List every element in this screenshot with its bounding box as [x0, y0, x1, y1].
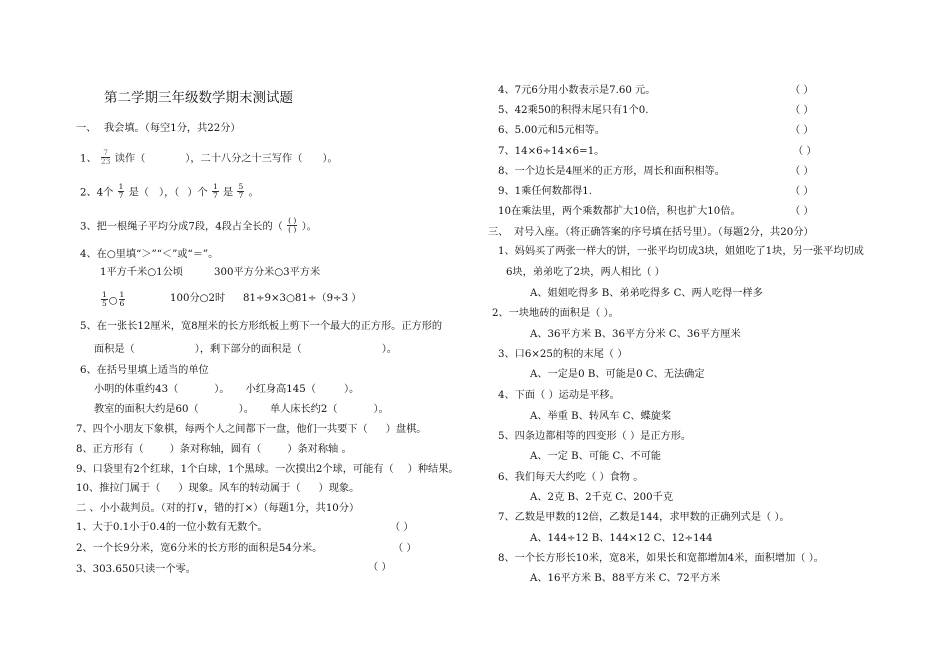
choice-question-2: 2、一块地砖的面积是（ ）。 [492, 308, 619, 319]
answer-paren[interactable]: （ ） [793, 146, 817, 157]
section-1-title: 我会填。（每空1分，共22分） [104, 123, 241, 134]
answer-paren[interactable]: （ ） [790, 125, 814, 136]
judge-question-3: 3、303.650只读一个零。 [76, 564, 196, 575]
choice-question-6-options[interactable]: A、2克 B、2千克 C、200千克 [530, 492, 674, 503]
answer-paren[interactable]: （ ） [790, 105, 814, 116]
choice-question-6: 6、我们每天大约吃（ ）食物 。 [498, 472, 644, 483]
judge-question-4: 4、7元6分用小数表示是7.60 元。 [498, 85, 656, 96]
judge-question-1: 1、大于0.1小于0.4的一位小数有无数个。 [76, 522, 268, 533]
section-1-number: 一、 [76, 123, 97, 134]
answer-paren[interactable]: （ ） [393, 543, 417, 554]
question-7: 7、四个小朋友下象棋，每两个人之间都下一盘，他们一共要下（ ）盘棋。 [76, 424, 427, 435]
choice-question-4-options[interactable]: A、举重 B、转风车 C、蝶旋桨 [530, 411, 672, 422]
choice-question-1-line-1: 1、妈妈买了两张一样大的饼，一张平均切成3块，姐姐吃了1块，另一张平均切成 [498, 246, 864, 257]
question-4-row-2b: 100分○2时 [170, 293, 226, 304]
question-2: 2、4个 $\frac{1}{7}$ 是（ ），（ ）个 $\frac{1}{7}$ 是 $\frac{5}{7}$ 。 [80, 182, 259, 200]
choice-question-8: 8、一个长方形长10米，宽8米，如果长和宽都增加4米，面积增加（ ）。 [498, 553, 824, 564]
question-8: 8、正方形有（ ）条对称轴，圆有（ ）条对称轴 。 [76, 444, 352, 455]
judge-question-9: 9、1乘任何数都得1. [498, 186, 592, 197]
judge-question-7: 7、14×6÷14×6=1。 [498, 146, 605, 157]
question-6-row-1: 小明的体重约43（ ）。 小红身高145（ ）。 [94, 384, 360, 395]
question-5-line-1: 5、在一张长12厘米，宽8厘米的长方形纸板上剪下一个最大的正方形。正方形的 [80, 321, 443, 332]
fraction: $\frac{1}{6}$ [119, 290, 125, 308]
fraction: $\frac{5}{7}$ [238, 182, 244, 200]
judge-question-5: 5、42乘50的积得末尾只有1个0. [498, 105, 649, 116]
question-6: 6、在括号里填上适当的单位 [80, 365, 209, 376]
answer-paren[interactable]: （ ） [390, 522, 414, 533]
fraction: $\frac{1}{7}$ [118, 182, 124, 200]
judge-question-8: 8、一个边长是4厘米的正方形，周长和面积相等。 [498, 166, 725, 177]
question-5-line-2: 面积是（ ），剩下部分的面积是（ ）。 [94, 344, 397, 355]
question-9: 9、口袋里有2个红球，1个白球，1个黑球。一次摸出2个球，可能有（ ）种结果。 [76, 464, 459, 475]
answer-paren[interactable]: （ ） [790, 85, 814, 96]
judge-question-10: 10在乘法里，两个乘数都扩大10倍，积也扩大10倍。 [498, 206, 741, 217]
fraction: $\frac{1}{5}$ [102, 290, 107, 308]
choice-question-1-line-2: 6块，弟弟吃了2块，两人相比（ ） [506, 267, 665, 278]
answer-paren[interactable]: （ ） [368, 562, 392, 573]
section-2-title: 二 、小小裁判员。（对的打∨，错的打×）（每题1分，共10分） [76, 503, 360, 514]
fraction: $\frac{( )}{( )}$ [288, 216, 297, 234]
choice-question-1-options[interactable]: A、姐姐吃得多 B、弟弟吃得多 C、两人吃得一样多 [530, 288, 763, 299]
question-1: 1、 $\frac{7}{23}$ 读作（ ），二十八分之十三写作（ ）。 [80, 148, 338, 166]
fraction: $\frac{1}{7}$ [213, 182, 218, 200]
choice-question-5: 5、四条边都相等的四变形（ ）是正方形。 [498, 431, 692, 442]
section-3-number: 三、 [488, 227, 509, 238]
question-3: 3、把一根绳子平均分成7段，4段占全长的（ $\frac{( )}{( )}$ ）。 [80, 216, 317, 234]
choice-question-5-options[interactable]: A、一定 B、可能 C、不可能 [530, 451, 661, 462]
answer-paren[interactable]: （ ） [790, 186, 814, 197]
question-6-row-2: 教室的面积大约是60（ ）。 单人床长约2（ ）。 [94, 404, 389, 415]
answer-paren[interactable]: （ ） [790, 166, 814, 177]
choice-question-7-options[interactable]: A、144÷12 B、144×12 C、12÷144 [530, 533, 713, 544]
choice-question-7: 7、乙数是甲数的12倍，乙数是144，求甲数的正确列式是（ ）。 [498, 512, 790, 523]
question-10: 10、推拉门属于（ ）现象。风车的转动属于（ ）现象。 [76, 483, 360, 494]
exam-title: 第二学期三年级数学期末测试题 [104, 90, 293, 106]
answer-paren[interactable]: （ ） [790, 206, 814, 217]
choice-question-8-options[interactable]: A、16平方米 B、88平方米 C、72平方米 [530, 573, 721, 584]
section-3-title: 对号入座。（将正确答案的序号填在括号里）。（每题2分，共20分） [514, 227, 814, 238]
choice-question-2-options[interactable]: A、36平方米 B、36平方分米 C、36平方厘米 [530, 329, 741, 340]
question-4-row-1a: 1平方千米○1公顷 [100, 267, 183, 278]
judge-question-2: 2、一个长9分米，宽6分米的长方形的面积是54分米。 [76, 543, 323, 554]
judge-question-6: 6、5.00元和5元相等。 [498, 125, 605, 136]
choice-question-4: 4、下面（ ）运动是平移。 [498, 390, 620, 401]
question-4-row-2a: $\frac{1}{5}$ ○ $\frac{1}{6}$ [102, 290, 125, 308]
question-4-row-2c: 81÷9×3○81÷（9÷3 ） [243, 293, 362, 304]
fraction: $\frac{7}{23}$ [100, 148, 111, 166]
choice-question-3: 3、口6×25的积的末尾（ ） [498, 349, 628, 360]
choice-question-3-options[interactable]: A、一定是0 B、可能是0 C、无法确定 [530, 369, 705, 380]
question-4-row-1b: 300平方分米○3平方米 [214, 267, 321, 278]
question-4: 4、在○里填“＞”“＜”或“＝”。 [80, 249, 219, 260]
